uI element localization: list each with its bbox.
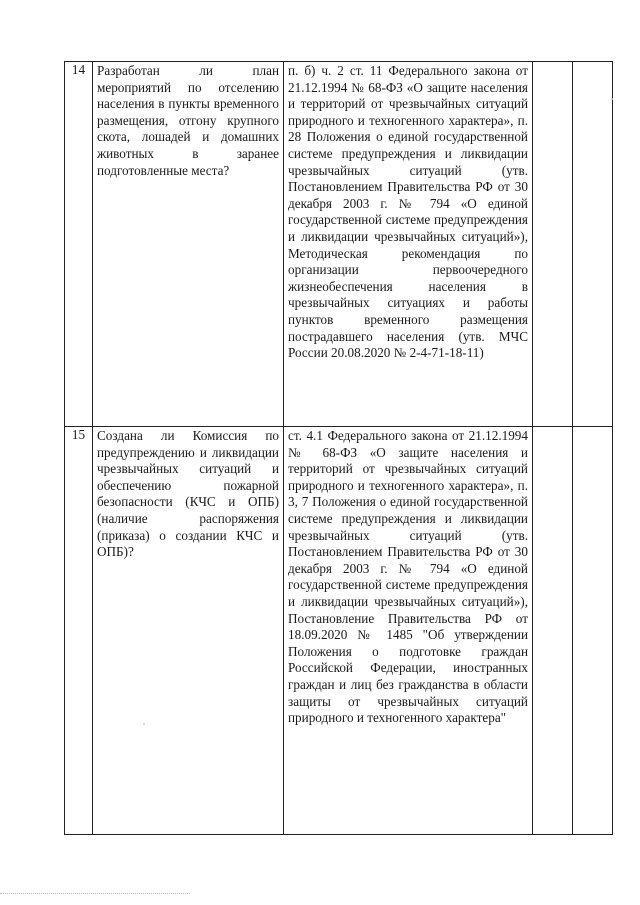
scan-edge-dots [0, 893, 190, 894]
scan-speck [143, 723, 145, 725]
legal-basis-text: ст. 4.1 Федерального закона от 21.12.1994 № 68-ФЗ «О защите населения и территорий от чрезвычайных ситуаций природного и техногенного характера», п. 3, 7 Положения о единой государственной системе предупреждения и ликвидации чрезвычайных ситуаций (утв. Постановлением Правительства РФ от 30 декабря 2003 г. № 794 «О единой государственной системе предупреждения и ликвидации чрезвычайных ситуаций»), Постановление Правительства РФ от 18.09.2020 № 1485 "Об утверждении Положения о подготовке граждан Российской Федерации, иностранных граждан и лиц без гражданства в области защиты от чрезвычайных ситуаций природного и техногенного характера" [288, 428, 528, 726]
note-cell [573, 62, 613, 427]
question-text: Создана ли Комиссия по предупреждению и ликвидации чрезвычайных ситуаций и обеспечению пожарной безопасности (КЧС и ОПБ) (наличие распоряжения (приказа) о создании КЧС и ОПБ)? [97, 428, 279, 560]
legal-basis-cell [284, 62, 533, 427]
question-text: Разработан ли план мероприятий по отселению населения в пункты временного размещения, отгону крупного скота, лошадей и домашних животных в заранее подготовленные места? [97, 63, 279, 178]
answer-cell [533, 427, 573, 835]
table-row [65, 62, 613, 427]
checklist-table [64, 61, 613, 835]
question-cell [93, 62, 284, 427]
answer-cell [533, 62, 573, 427]
question-cell [93, 427, 284, 835]
note-cell [573, 427, 613, 835]
table-row [65, 427, 613, 835]
row-number: 15 [65, 427, 93, 835]
legal-basis-text: п. б) ч. 2 ст. 11 Федерального закона от 21.12.1994 № 68-ФЗ «О защите населения и территорий от чрезвычайных ситуаций природного и техногенного характера», п. 28 Положения о единой государственной системе предупреждения и ликвидации чрезвычайных ситуаций (утв. Постановлением Правительства РФ от 30 декабря 2003 г. № 794 «О единой государственной системе предупреждения и ликвидации чрезвычайных ситуаций»), Методическая рекомендация по организации первоочередного жизнеобеспечения населения в чрезвычайных ситуациях и работы пунктов временного размещения пострадавшего населения (утв. МЧС России 20.08.2020 № 2-4-71-18-11) [288, 63, 528, 361]
scan-speck [611, 98, 613, 100]
legal-basis-cell [284, 427, 533, 835]
row-number: 14 [65, 62, 93, 427]
